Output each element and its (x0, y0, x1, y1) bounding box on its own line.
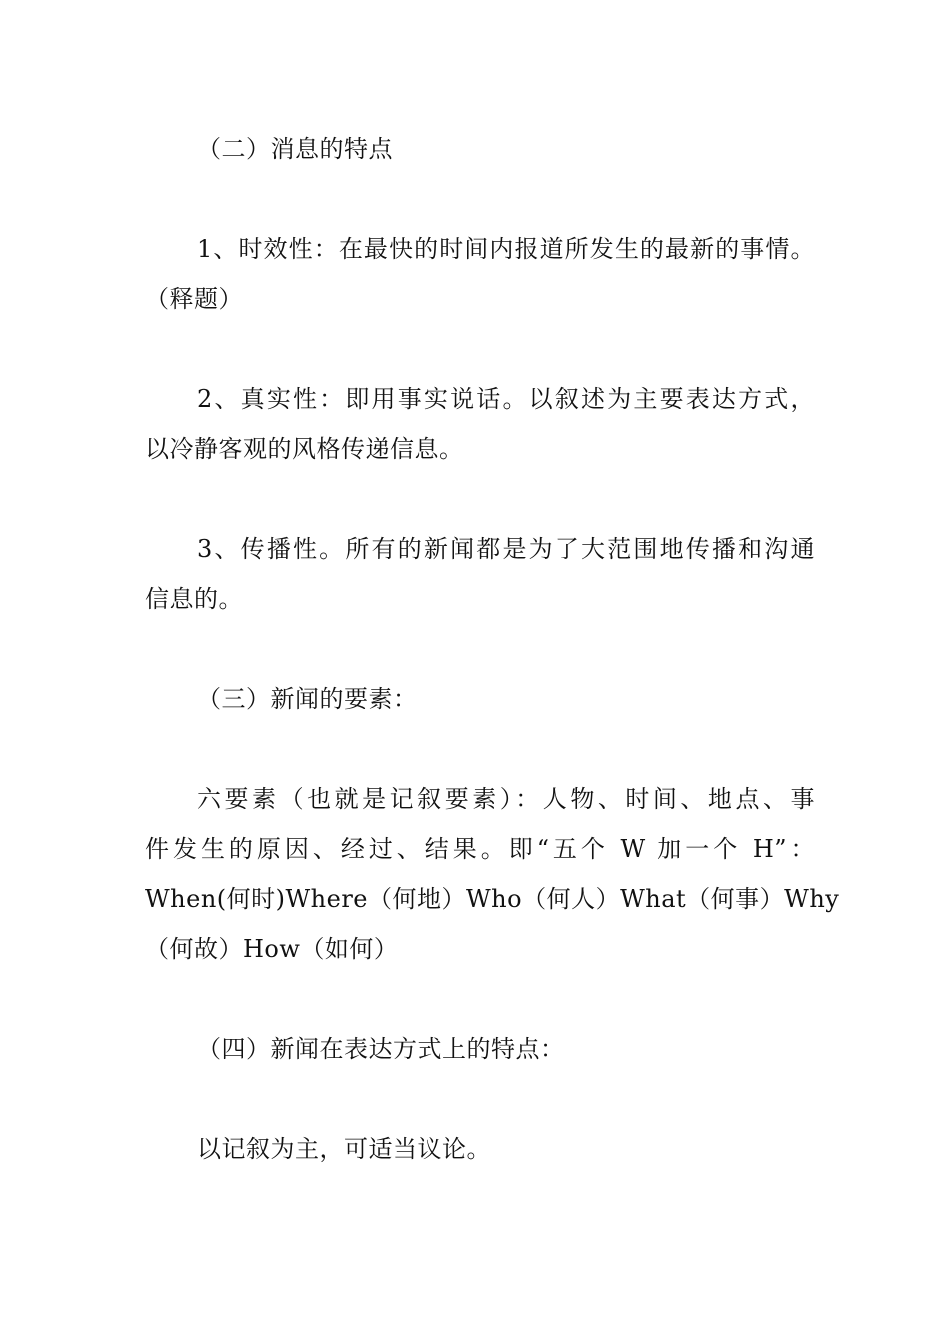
paragraph-dissemination-line-1: 3、传播性。所有的新闻都是为了大范围地传播和沟通 (197, 535, 815, 563)
paragraph-expression-line-1: 以记叙为主，可适当议论。 (197, 1135, 491, 1163)
section-heading-4: （四）新闻在表达方式上的特点： (197, 1035, 565, 1063)
paragraph-timeliness-line-2: （释题） (145, 285, 243, 313)
paragraph-timeliness-line-1: 1、时效性：在最快的时间内报道所发生的最新的事情。 (197, 235, 815, 263)
paragraph-dissemination-line-2: 信息的。 (145, 585, 243, 613)
paragraph-authenticity-line-2: 以冷静客观的风格传递信息。 (145, 435, 464, 463)
paragraph-elements-line-4: （何故）How（如何） (145, 935, 399, 963)
paragraph-elements-line-1: 六要素（也就是记叙要素）：人物、时间、地点、事 (197, 785, 815, 813)
paragraph-elements-line-3: When(何时)Where（何地）Who（何人）What（何事）Why (145, 885, 840, 913)
section-heading-3: （三）新闻的要素： (197, 685, 418, 713)
paragraph-authenticity-line-1: 2、真实性：即用事实说话。以叙述为主要表达方式， (197, 385, 815, 413)
paragraph-elements-line-2: 件发生的原因、经过、结果。即“五个 W 加一个 H”： (145, 835, 815, 863)
section-heading-2: （二）消息的特点 (197, 135, 393, 163)
